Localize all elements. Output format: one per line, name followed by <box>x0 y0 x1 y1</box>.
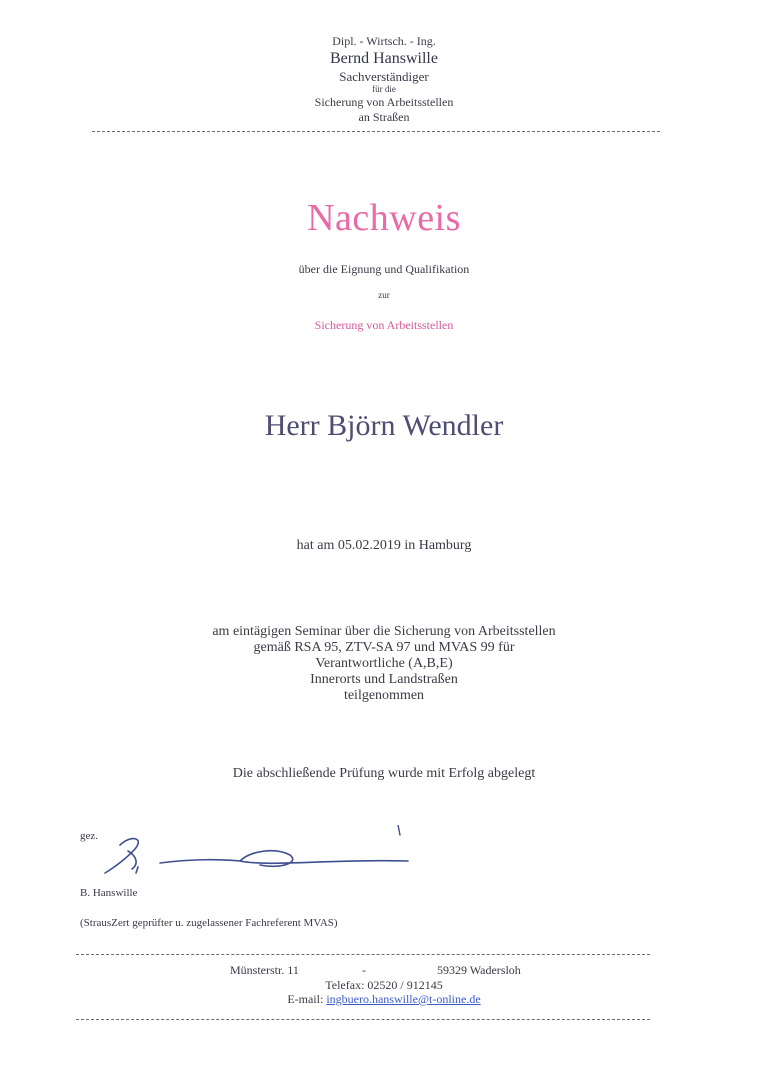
body-line: gemäß RSA 95, ZTV-SA 97 und MVAS 99 für <box>253 640 515 655</box>
footer-divider-top <box>76 954 650 955</box>
date-place: hat am 05.02.2019 in Hamburg <box>296 538 472 553</box>
footer-email-row <box>0 992 768 1007</box>
signer-role: (StrausZert geprüfter u. zugelassener Fachreferent MVAS) <box>80 917 338 929</box>
signer-name: B. Hanswille <box>80 887 138 899</box>
gez-label: gez. <box>80 830 99 842</box>
header-name: Bernd Hanswille <box>330 50 438 67</box>
header-degree: Dipl. - Wirtsch. - Ing. <box>332 34 436 48</box>
header-divider <box>92 131 660 132</box>
certificate-zur: zur <box>378 290 390 300</box>
body-line: teilgenommen <box>343 688 425 703</box>
footer-city: 59329 Wadersloh <box>437 963 521 977</box>
handwritten-signature <box>90 825 420 885</box>
certificate-title: Nachweis <box>307 197 461 239</box>
recipient-name: Herr Björn Wendler <box>264 409 504 442</box>
exam-result: Die abschließende Prüfung wurde mit Erfolg abgelegt <box>232 766 536 781</box>
certificate-topic: Sicherung von Arbeitsstellen <box>314 318 454 332</box>
footer-divider-bottom <box>76 1019 650 1020</box>
certificate-subtitle: über die Eignung und Qualifikation <box>298 262 470 276</box>
header-for: für die <box>372 84 396 94</box>
header-profession: Sachverständiger <box>339 69 429 84</box>
body-line: Verantwortliche (A,B,E) <box>315 656 453 671</box>
certificate-body <box>0 624 768 704</box>
footer-street: Münsterstr. 11 <box>230 963 299 977</box>
header-field-line2: an Straßen <box>358 110 410 124</box>
footer-dash: - <box>362 963 366 977</box>
email-link[interactable]: ingbuero.hanswille@t-online.de <box>326 992 481 1006</box>
body-line: am eintägigen Seminar über die Sicherung von Arbeitsstellen <box>212 624 556 639</box>
body-line: Innerorts und Landstraßen <box>310 672 458 687</box>
footer-fax: Telefax: 02520 / 912145 <box>325 978 443 992</box>
email-label: E-mail: <box>287 992 324 1006</box>
header-field-line1: Sicherung von Arbeitsstellen <box>314 95 454 109</box>
